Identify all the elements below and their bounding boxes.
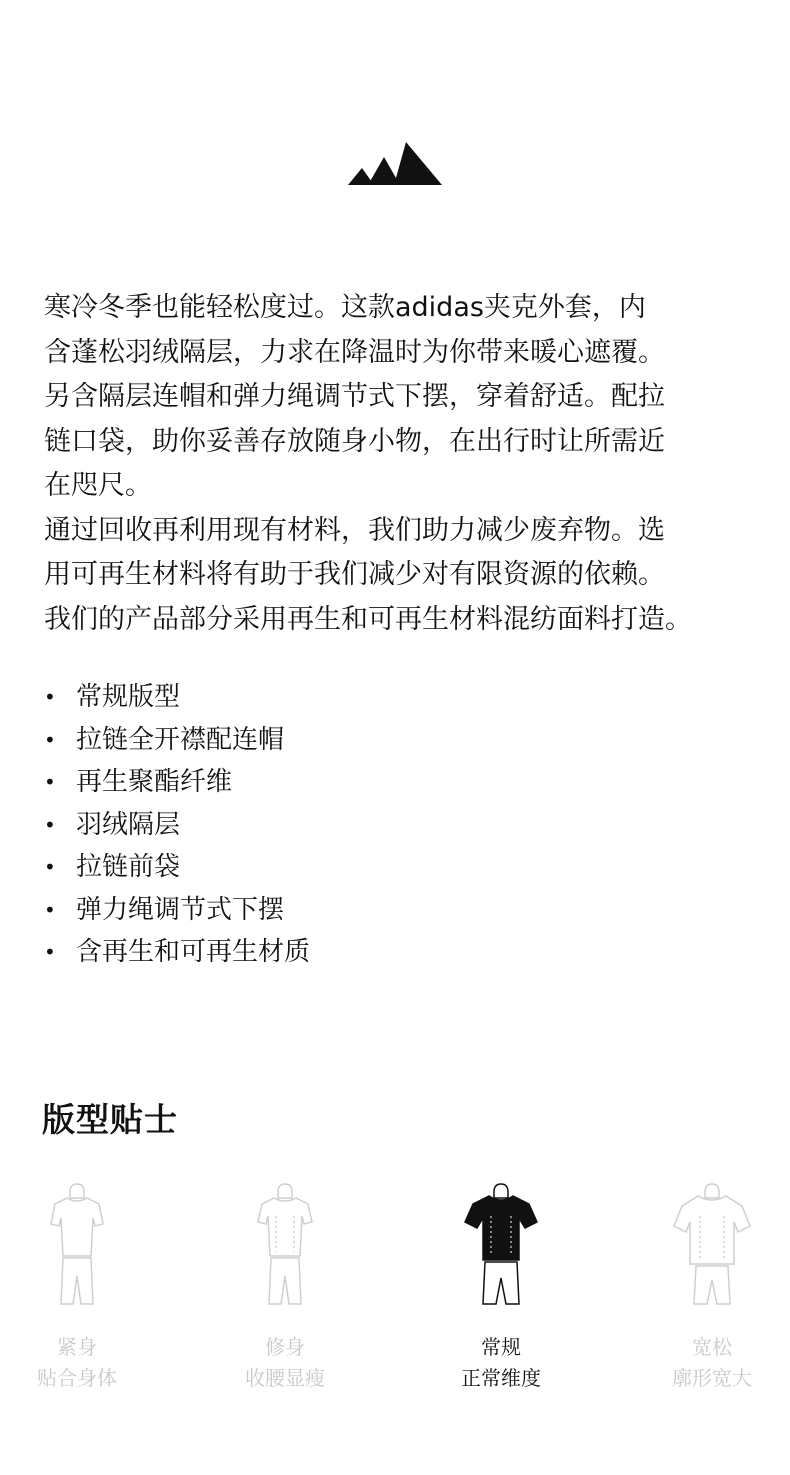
tight-fit-figure-icon (37, 1180, 117, 1310)
fit-option-desc: 廓形宽大 (672, 1366, 752, 1390)
feature-text: 拉链前袋 (76, 852, 181, 882)
bullet-icon: • (44, 897, 56, 922)
feature-text: 拉链全开襟配连帽 (76, 724, 285, 755)
feature-text: 含再生和可再生材质 (76, 937, 311, 967)
bullet-icon: • (44, 727, 56, 752)
bullet-icon: • (44, 770, 56, 794)
fit-option-name: 修身 (265, 1335, 305, 1359)
fit-option-desc: 正常维度 (461, 1366, 541, 1390)
feature-list (44, 676, 310, 974)
fit-option-tight[interactable] (0, 1180, 162, 1394)
product-description (44, 286, 784, 642)
fit-guide-options (0, 1180, 790, 1400)
fit-option-name: 宽松 (692, 1335, 732, 1359)
feature-text: 弹力绳调节式下摆 (76, 894, 285, 925)
slim-fit-figure-icon (245, 1180, 325, 1310)
fit-guide-title: 版型贴士 (42, 1100, 178, 1139)
fit-option-name: 紧身 (57, 1335, 97, 1359)
feature-text: 再生聚酯纤维 (76, 767, 233, 797)
description-paragraph-2: 通过回收再利用现有材料，我们助力减少废弃物。选 用可再生材料将有助于我们减少对有限资源的依赖。 我们的产品部分采用再生和可再生材料混纺面料打造。 (44, 514, 692, 635)
loose-fit-figure-icon (672, 1180, 752, 1310)
fit-option-name: 常规 (481, 1335, 521, 1359)
feature-item (44, 889, 310, 932)
fit-option-desc: 贴合身体 (37, 1366, 117, 1390)
feature-item (44, 719, 310, 762)
feature-text: 羽绒隔层 (76, 809, 181, 840)
regular-fit-figure-icon (461, 1180, 541, 1310)
feature-item (44, 846, 310, 889)
adidas-logo-icon (346, 124, 444, 188)
feature-item (44, 676, 310, 719)
feature-item (44, 931, 310, 974)
description-paragraph-1: 寒冷冬季也能轻松度过。这款adidas夹克外套，内 含蓬松羽绒隔层，力求在降温时为你带来暖心遮覆。 另含隔层连帽和弹力绳调节式下摆，穿着舒适。配拉 链口袋，助你妥善存放随身小物，在出行时让所需近 在咫尺。 (44, 292, 665, 501)
bullet-icon: • (44, 812, 56, 837)
bullet-icon: • (44, 855, 56, 879)
feature-text: 常规版型 (76, 682, 181, 712)
fit-option-slim[interactable] (200, 1180, 370, 1394)
bullet-icon: • (44, 940, 56, 964)
fit-option-regular[interactable] (416, 1180, 586, 1394)
bullet-icon: • (44, 685, 56, 709)
feature-item (44, 761, 310, 804)
fit-option-desc: 收腰显瘦 (245, 1366, 325, 1390)
feature-item (44, 804, 310, 847)
fit-option-loose[interactable] (627, 1180, 790, 1394)
